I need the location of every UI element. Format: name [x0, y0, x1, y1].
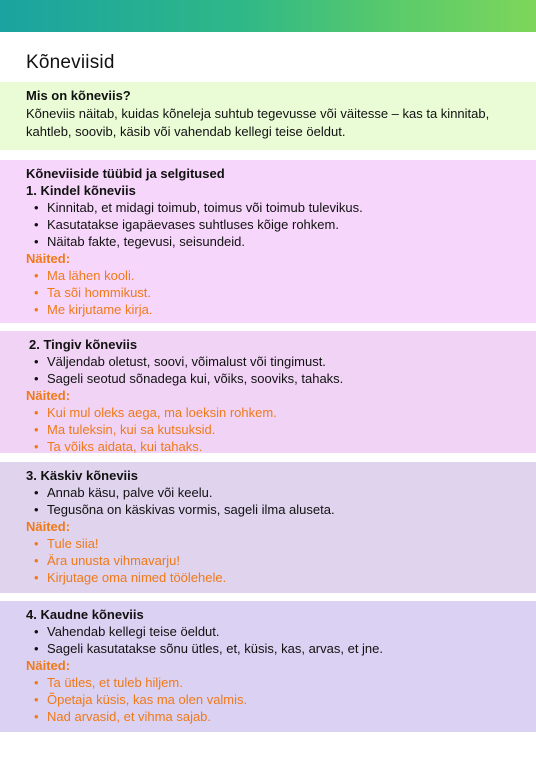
intro-heading: Mis on kõneviis?	[26, 88, 131, 103]
list-item: • Kasutatakse igapäevases suhtluses kõige rohkem.	[34, 216, 510, 233]
list-item: • Näitab fakte, tegevusi, seisundeid.	[34, 233, 510, 250]
section-heading: 4. Kaudne kõneviis	[26, 607, 144, 622]
example-item: • Me kirjutame kirja.	[34, 301, 510, 318]
explanation-list	[26, 484, 510, 518]
list-item: • Tegusõna on käskivas vormis, sageli ilma aluseta.	[34, 501, 510, 518]
examples-label: Näited:	[26, 388, 71, 403]
explanation-list	[26, 199, 510, 250]
example-item: • Kirjutage oma nimed töölehele.	[34, 569, 510, 586]
list-item: • Kinnitab, et midagi toimub, toimus või toimub tulevikus.	[34, 199, 510, 216]
types-heading: Kõneviiside tüübid ja selgitused	[26, 166, 225, 181]
section-kaudne	[0, 601, 536, 732]
list-item: • Sageli seotud sõnadega kui, võiks, sooviks, tahaks.	[34, 370, 510, 387]
examples-list	[26, 267, 510, 318]
example-item: • Ta ütles, et tuleb hiljem.	[34, 674, 510, 691]
examples-label: Näited:	[26, 658, 71, 673]
section-heading: 3. Käskiv kõneviis	[26, 468, 139, 483]
examples-label: Näited:	[26, 519, 71, 534]
section-tingiv	[0, 331, 536, 453]
example-item: • Ma tuleksin, kui sa kutsuksid.	[34, 421, 510, 438]
examples-list	[26, 674, 510, 725]
section-heading: 2. Tingiv kõneviis	[29, 337, 138, 352]
example-item: • Ta võiks aidata, kui tahaks.	[34, 438, 510, 455]
explanation-list	[26, 623, 510, 657]
example-item: • Ma lähen kooli.	[34, 267, 510, 284]
examples-label: Näited:	[26, 251, 71, 266]
page-title: Kõneviisid	[26, 52, 115, 73]
example-item: • Ära unusta vihmavarju!	[34, 552, 510, 569]
example-item: • Nad arvasid, et vihma sajab.	[34, 708, 510, 725]
list-item: • Vahendab kellegi teise öeldut.	[34, 623, 510, 640]
intro-section	[0, 82, 536, 150]
intro-text: Kõneviis näitab, kuidas kõneleja suhtub tegevusse või väitesse – kas ta kinnitab, kahtleb, soovib, käsib või vahendab kellegi teise öeldut.	[26, 106, 490, 139]
examples-list	[26, 404, 510, 455]
examples-list	[26, 535, 510, 586]
list-item: • Annab käsu, palve või keelu.	[34, 484, 510, 501]
list-item: • Sageli kasutatakse sõnu ütles, et, küsis, kas, arvas, et jne.	[34, 640, 510, 657]
list-item: • Väljendab oletust, soovi, võimalust või tingimust.	[34, 353, 510, 370]
explanation-list	[26, 353, 510, 387]
section-kindel	[0, 160, 536, 323]
example-item: • Kui mul oleks aega, ma loeksin rohkem.	[34, 404, 510, 421]
section-heading: 1. Kindel kõneviis	[26, 183, 136, 198]
example-item: • Ta sõi hommikust.	[34, 284, 510, 301]
example-item: • Tule siia!	[34, 535, 510, 552]
header-gradient-band	[0, 0, 536, 32]
example-item: • Õpetaja küsis, kas ma olen valmis.	[34, 691, 510, 708]
section-kaskiv	[0, 462, 536, 593]
